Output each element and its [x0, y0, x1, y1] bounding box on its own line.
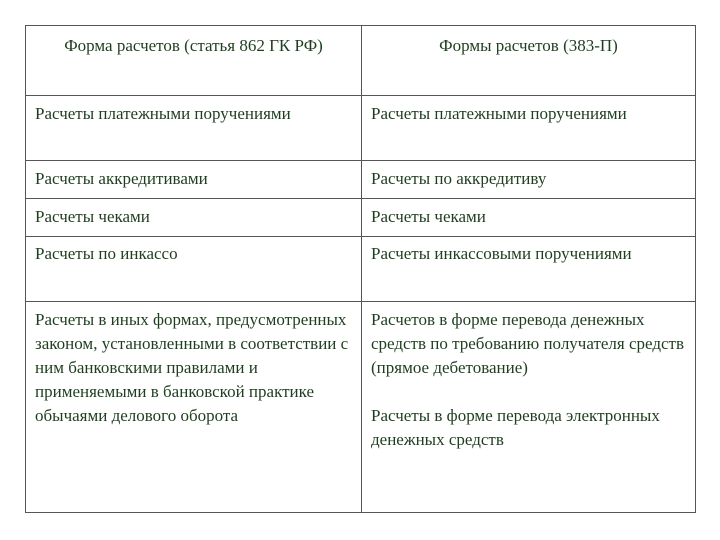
- header-gk-rf-text: Форма расчетов (статья 862 ГК РФ): [64, 36, 323, 55]
- table-cell: [26, 302, 362, 513]
- cell-text: Расчеты платежными поручениями: [371, 104, 627, 123]
- cell-text: Расчеты инкассовыми поручениями: [371, 244, 632, 263]
- table-row: [26, 302, 696, 513]
- table-cell: [362, 199, 696, 237]
- cell-paragraph: Расчеты в форме перевода электронных денежных средств: [371, 406, 660, 449]
- table-cell: [26, 96, 362, 161]
- cell-multi-paragraph: [371, 302, 687, 452]
- header-cell-383p: [362, 26, 696, 96]
- cell-text: Расчеты чеками: [371, 207, 486, 226]
- comparison-table-container: [25, 25, 695, 513]
- table-cell: [26, 161, 362, 199]
- table-cell: [362, 237, 696, 302]
- table-row: [26, 96, 696, 161]
- table-cell: [26, 199, 362, 237]
- paragraph-gap: [371, 380, 687, 404]
- cell-text: Расчеты чеками: [35, 207, 150, 226]
- cell-text: Расчеты платежными поручениями: [35, 104, 291, 123]
- cell-text: Расчеты аккредитивами: [35, 169, 208, 188]
- header-cell-gk-rf: [26, 26, 362, 96]
- comparison-table: [25, 25, 696, 513]
- table-cell: [26, 237, 362, 302]
- header-383p-text: Формы расчетов (383-П): [439, 36, 618, 55]
- table-row: [26, 237, 696, 302]
- table-row: [26, 161, 696, 199]
- table-cell: [362, 96, 696, 161]
- cell-text: Расчеты в иных формах, предусмотренных законом, установленными в соответствии с ним банковскими правилами и применяемыми в банковской практике обычаями делового оборота: [35, 310, 349, 425]
- cell-text: Расчеты по инкассо: [35, 244, 178, 263]
- cell-text: Расчеты по аккредитиву: [371, 169, 547, 188]
- table-cell: [362, 161, 696, 199]
- table-cell: [362, 302, 696, 513]
- cell-paragraph: Расчетов в форме перевода денежных средств по требованию получателя средств (прямое дебетование): [371, 310, 684, 377]
- table-row: [26, 199, 696, 237]
- table-header-row: [26, 26, 696, 96]
